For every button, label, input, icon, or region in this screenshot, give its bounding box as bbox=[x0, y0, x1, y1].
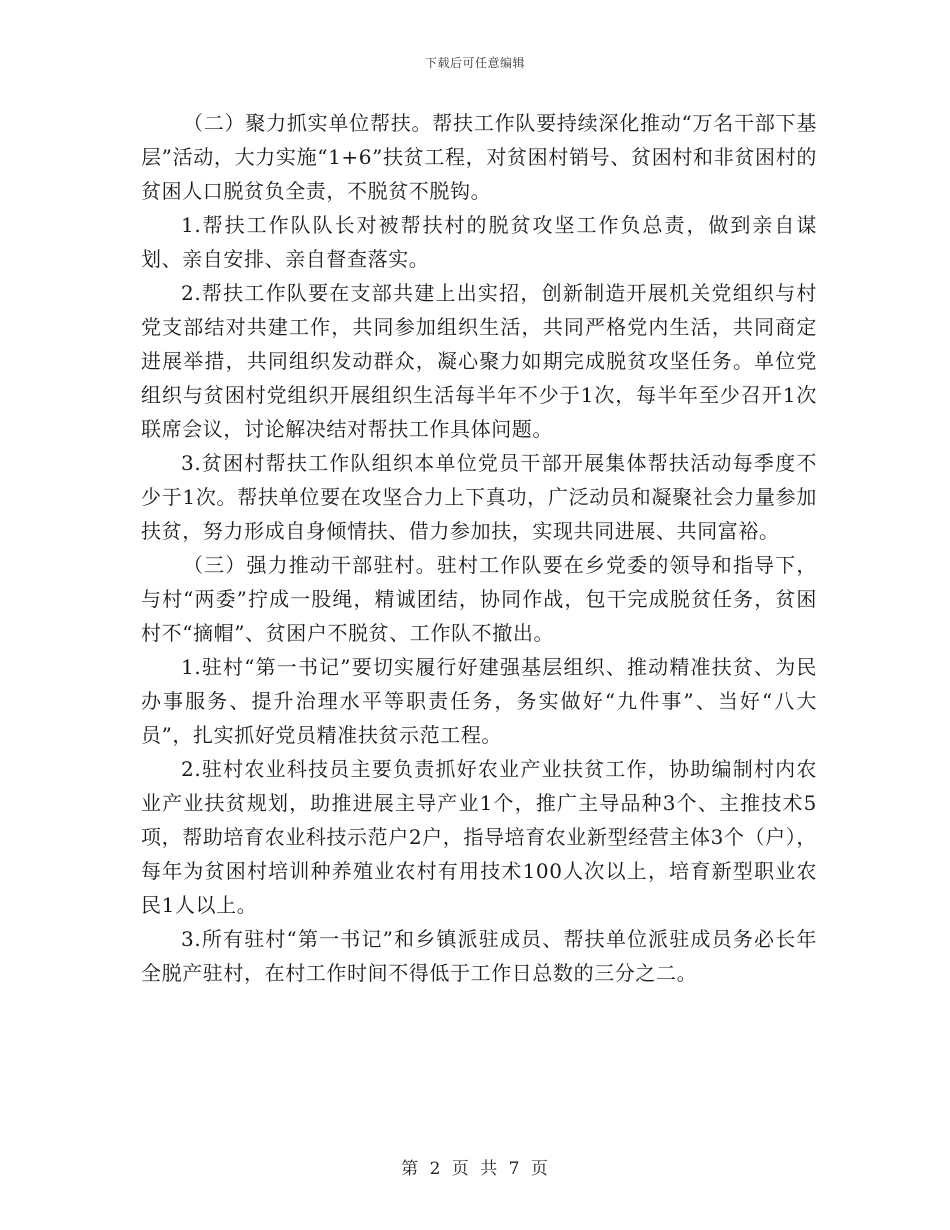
page-number-footer: 第 2 页 共 7 页 bbox=[401, 1159, 549, 1179]
document-body bbox=[141, 106, 817, 990]
item-paragraph: 3.贫困村帮扶工作队组织本单位党员干部开展集体帮扶活动每季度不少于1次。帮扶单位要在攻坚合力上下真功，广泛动员和凝聚社会力量参加扶贫，努力形成自身倾情扶、借力参加扶，实现共同进展、共同富裕。 bbox=[141, 451, 817, 543]
page-header: 下载后可任意编辑 bbox=[424, 56, 525, 70]
item-paragraph: 3.所有驻村“第一书记”和乡镇派驻成员、帮扶单位派驻成员务必长年全脱产驻村，在村工作时间不得低于工作日总数的三分之二。 bbox=[141, 927, 817, 985]
section-three-paragraph: （三）强力推动干部驻村。驻村工作队要在乡党委的领导和指导下，与村“两委”拧成一股绳，精诚团结，协同作战，包干完成脱贫任务，贫困村不“摘帽”、贫困户不脱贫、工作队不撤出。 bbox=[141, 553, 817, 645]
item-paragraph: 1.帮扶工作队队长对被帮扶村的脱贫攻坚工作负总责，做到亲自谋划、亲自安排、亲自督查落实。 bbox=[141, 213, 817, 271]
item-paragraph: 2.驻村农业科技员主要负责抓好农业产业扶贫工作，协助编制村内农业产业扶贫规划，助推进展主导产业1个，推广主导品种3个、主推技术5项，帮助培育农业科技示范户2户，指导培育农业新型经营主体3个（户），每年为贫困村培训种养殖业农村有用技术100人次以上，培育新型职业农民1人以上。 bbox=[141, 757, 817, 917]
item-paragraph: 1.驻村“第一书记”要切实履行好建强基层组织、推动精准扶贫、为民办事服务、提升治理水平等职责任务，务实做好“九件事”、当好“八大员”，扎实抓好党员精准扶贫示范工程。 bbox=[141, 655, 817, 747]
section-two-paragraph: （二）聚力抓实单位帮扶。帮扶工作队要持续深化推动“万名干部下基层”活动，大力实施“1+6”扶贫工程，对贫困村销号、贫困村和非贫困村的贫困人口脱贫负全责，不脱贫不脱钩。 bbox=[141, 111, 817, 203]
item-paragraph: 2.帮扶工作队要在支部共建上出实招，创新制造开展机关党组织与村党支部结对共建工作，共同参加组织生活，共同严格党内生活，共同商定进展举措，共同组织发动群众，凝心聚力如期完成脱贫攻坚任务。单位党组织与贫困村党组织开展组织生活每半年不少于1次，每半年至少召开1次联席会议，讨论解决结对帮扶工作具体问题。 bbox=[141, 281, 817, 441]
